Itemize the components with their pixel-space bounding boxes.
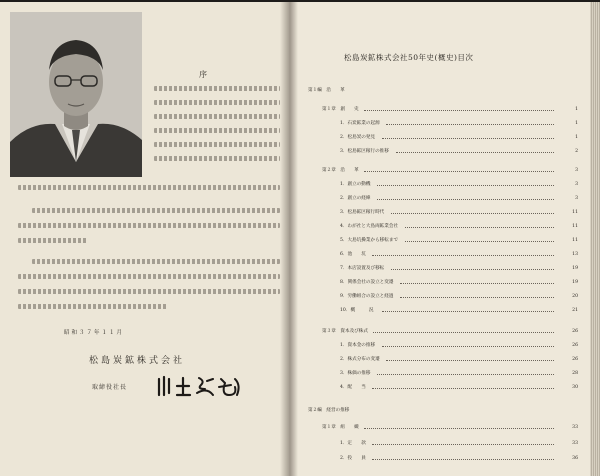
preface-line xyxy=(32,208,280,213)
toc-entry-label: 4．配 当 xyxy=(340,385,366,390)
preface-line xyxy=(154,128,280,133)
toc-leader-dots xyxy=(382,138,554,139)
toc-page-number: 3 xyxy=(575,182,578,187)
toc-entry-label: 第１編 沿 革 xyxy=(308,88,345,93)
preface-line xyxy=(18,274,280,279)
toc-entry xyxy=(288,278,590,287)
toc-entry-label: 第１章 組 織 xyxy=(322,425,359,430)
toc-entry-label: 3．株価の推移 xyxy=(340,371,371,376)
toc-title: 松島炭鉱株式会社50年史(概史)目次 xyxy=(344,53,474,62)
toc-entry xyxy=(288,264,590,273)
preface-date: 昭和３７年１１月 xyxy=(64,330,125,336)
toc-entry xyxy=(288,341,590,350)
toc-entry xyxy=(288,306,590,315)
toc-entry xyxy=(288,194,590,203)
preface-line xyxy=(18,289,280,294)
toc-entry-label: 3．松島鉱区稼行の推移 xyxy=(340,149,389,154)
page-edges xyxy=(590,2,600,476)
toc-entry-label: 1．石炭鉱業の起源 xyxy=(340,121,380,126)
toc-entry xyxy=(288,180,590,189)
toc-leader-dots xyxy=(364,428,554,429)
toc-page-number: 1 xyxy=(575,135,578,140)
toc-entry-label: 2．創立の経緯 xyxy=(340,196,371,201)
toc-page-number: 3 xyxy=(575,168,578,173)
toc-entry-label: 2．株式分布の変遷 xyxy=(340,357,380,362)
toc-entry xyxy=(288,369,590,378)
toc-leader-dots xyxy=(405,241,554,242)
toc-page-number: 36 xyxy=(572,456,578,461)
toc-entry-label: 7．本店設置及び移転 xyxy=(340,266,385,271)
portrait-photo xyxy=(10,12,142,177)
toc-leader-dots xyxy=(372,388,554,389)
signature-icon xyxy=(155,373,247,399)
toc-entry xyxy=(288,208,590,217)
toc-entry-label: 4．わが社と大島両鉱業会社 xyxy=(340,224,399,229)
toc-page-number: 28 xyxy=(572,371,578,376)
toc-leader-dots xyxy=(391,269,554,270)
toc-entry xyxy=(288,236,590,245)
toc-entry-label: 1．定 款 xyxy=(340,441,366,446)
toc-page-number: 21 xyxy=(572,308,578,313)
toc-entry-label: 第２章 沿 革 xyxy=(322,168,359,173)
toc-entry xyxy=(288,119,590,128)
toc-entry-label: 2．役 員 xyxy=(340,456,366,461)
toc-entry-label: 5．大島坑操業から移転まで xyxy=(340,238,399,243)
toc-entry xyxy=(288,222,590,231)
toc-page-number: 19 xyxy=(572,266,578,271)
toc-page-number: 1 xyxy=(575,121,578,126)
toc-entry xyxy=(288,406,590,415)
right-page xyxy=(288,2,590,476)
toc-leader-dots xyxy=(400,297,554,298)
toc-leader-dots xyxy=(373,332,554,333)
toc-leader-dots xyxy=(386,360,554,361)
toc-leader-dots xyxy=(391,213,554,214)
toc-page-number: 19 xyxy=(572,280,578,285)
toc-entry xyxy=(288,166,590,175)
toc-page-number: 11 xyxy=(572,224,578,229)
preface-title: 序 xyxy=(199,70,208,79)
preface-line xyxy=(18,238,88,243)
preface-line xyxy=(154,86,280,91)
toc-page-number: 11 xyxy=(572,238,578,243)
toc-leader-dots xyxy=(377,199,554,200)
toc-page-number: 30 xyxy=(572,385,578,390)
toc-page-number: 11 xyxy=(572,210,578,215)
preface-line xyxy=(154,100,280,105)
preface-line xyxy=(32,259,280,264)
president-title: 取締役社長 xyxy=(92,384,128,391)
toc-leader-dots xyxy=(377,374,554,375)
toc-entry xyxy=(288,423,590,432)
left-page xyxy=(0,2,288,476)
toc-entry xyxy=(288,133,590,142)
toc-leader-dots xyxy=(364,110,554,111)
toc-page-number: 1 xyxy=(575,107,578,112)
toc-page-number: 26 xyxy=(572,343,578,348)
toc-entry-label: 第３章 資本及び株式 xyxy=(322,329,368,334)
toc-page-number: 33 xyxy=(572,441,578,446)
toc-leader-dots xyxy=(382,346,554,347)
toc-page-number: 3 xyxy=(575,196,578,201)
preface-line xyxy=(18,304,168,309)
toc-entry-label: 6．池 坑 xyxy=(340,252,366,257)
toc-page-number: 20 xyxy=(572,294,578,299)
toc-leader-dots xyxy=(372,255,554,256)
toc-entry xyxy=(288,250,590,259)
company-name: 松島炭鉱株式会社 xyxy=(89,356,186,366)
toc-leader-dots xyxy=(364,171,554,172)
toc-entry-label: 第２編 経営の推移 xyxy=(308,408,350,413)
toc-entry xyxy=(288,292,590,301)
toc-leader-dots xyxy=(405,227,554,228)
preface-line xyxy=(154,114,280,119)
toc-leader-dots xyxy=(372,444,554,445)
toc-entry-label: 3．松島鉱区稼行時代 xyxy=(340,210,385,215)
toc-entry-label: 第１章 創 史 xyxy=(322,107,359,112)
toc-page-number: 13 xyxy=(572,252,578,257)
toc-entry-label: 8．関係会社の設立と変遷 xyxy=(340,280,394,285)
toc-leader-dots xyxy=(377,185,554,186)
toc-entry-label: 1．資本金の推移 xyxy=(340,343,376,348)
preface-line xyxy=(154,156,280,161)
portrait-figure-icon xyxy=(10,12,142,177)
toc-leader-dots xyxy=(386,124,554,125)
toc-leader-dots xyxy=(400,283,554,284)
toc-leader-dots xyxy=(382,311,554,312)
toc-entry xyxy=(288,454,590,463)
toc-entry-label: 1．創立の動機 xyxy=(340,182,371,187)
toc-leader-dots xyxy=(396,152,554,153)
toc-entry-label: 2．松島炭の発見 xyxy=(340,135,376,140)
toc-entry xyxy=(288,86,590,95)
toc-page-number: 33 xyxy=(572,425,578,430)
toc-page-number: 26 xyxy=(572,357,578,362)
preface-line xyxy=(154,142,280,147)
toc-entry-label: 10．概 況 xyxy=(340,308,374,313)
preface-line xyxy=(18,185,280,190)
toc-entry-label: 9．労働組合の設立と経過 xyxy=(340,294,394,299)
preface-line xyxy=(18,223,280,228)
toc-page-number: 2 xyxy=(575,149,578,154)
toc-entry xyxy=(288,383,590,392)
toc-entry xyxy=(288,147,590,156)
book-gutter xyxy=(280,2,298,476)
toc-entry xyxy=(288,327,590,336)
toc-entry xyxy=(288,355,590,364)
toc-leader-dots xyxy=(372,459,554,460)
toc-entry xyxy=(288,439,590,448)
toc-entry xyxy=(288,105,590,114)
toc-page-number: 26 xyxy=(572,329,578,334)
